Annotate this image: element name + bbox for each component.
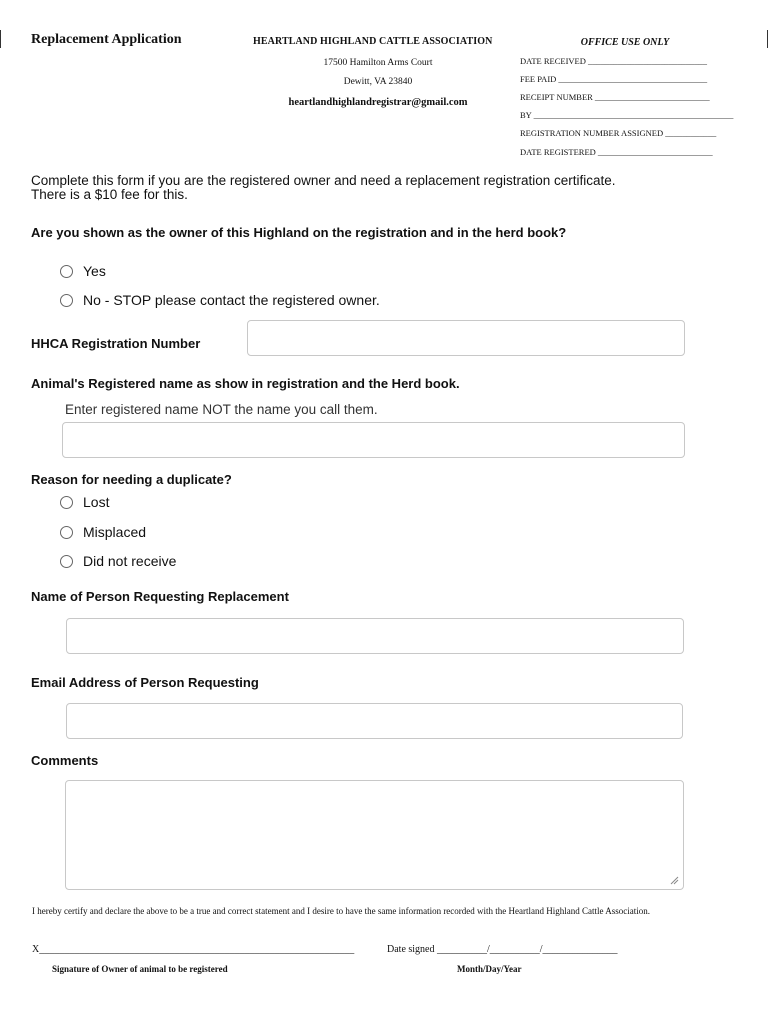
address-line-2: Dewitt, VA 23840 — [343, 77, 413, 87]
comments-label: Comments — [31, 753, 99, 768]
date-signed-line: Date signed __________/__________/_______________ — [387, 944, 618, 955]
reason-option-did-not-receive[interactable] — [60, 553, 176, 569]
office-use-title: OFFICE USE ONLY — [580, 37, 670, 48]
requester-name-input[interactable] — [66, 618, 684, 654]
radio-no[interactable] — [60, 294, 73, 307]
requester-email-input[interactable] — [66, 703, 683, 739]
signature-caption: Signature of Owner of animal to be registered — [52, 964, 228, 974]
comments-textarea[interactable] — [65, 780, 684, 890]
organization-name: HEARTLAND HIGHLAND CATTLE ASSOCIATION — [253, 36, 493, 47]
reason-option-lost[interactable] — [60, 494, 109, 510]
registered-name-input[interactable] — [62, 422, 685, 458]
office-date-received: DATE RECEIVED ____________________________ — [520, 56, 707, 66]
requester-email-label: Email Address of Person Requesting — [31, 675, 259, 690]
office-fee-paid: FEE PAID ___________________________________ — [520, 74, 708, 84]
registration-number-input[interactable] — [247, 320, 685, 356]
radio-lost[interactable] — [60, 496, 73, 509]
reason-option-misplaced[interactable] — [60, 524, 146, 540]
registered-name-hint: Enter registered name NOT the name you call them. — [65, 402, 378, 417]
owner-option-no-label: No - STOP please contact the registered owner. — [83, 292, 380, 308]
office-by: BY _______________________________________________ — [520, 110, 734, 120]
owner-question-label: Are you shown as the owner of this Highland on the registration and in the herd book? — [31, 225, 567, 240]
reason-option-lost-label: Lost — [83, 494, 110, 510]
office-date-registered: DATE REGISTERED ___________________________ — [520, 147, 713, 157]
registrar-email: heartlandhighlandregistrar@gmail.com — [288, 97, 468, 108]
office-receipt-number: RECEIPT NUMBER ___________________________ — [520, 92, 710, 102]
certification-statement: I hereby certify and declare the above to be a true and correct statement and I desire to have the same information recorded with the Heartland Highland Cattle Association. — [32, 906, 651, 916]
registered-name-label: Animal's Registered name as show in registration and the Herd book. — [31, 376, 460, 391]
intro-line-2: There is a $10 fee for this. — [31, 187, 188, 202]
form-title: Replacement Application — [31, 32, 182, 47]
page-edge-left — [0, 30, 1, 48]
reason-option-misplaced-label: Misplaced — [83, 524, 147, 540]
date-caption: Month/Day/Year — [457, 964, 522, 974]
resize-grip-icon[interactable] — [669, 875, 679, 885]
owner-option-no[interactable] — [60, 292, 380, 308]
office-registration-number-assigned: REGISTRATION NUMBER ASSIGNED ____________ — [520, 128, 717, 138]
page-edge-right — [767, 30, 768, 48]
registration-number-label: HHCA Registration Number — [31, 336, 201, 351]
owner-option-yes-label: Yes — [83, 263, 106, 279]
reason-option-did-not-receive-label: Did not receive — [83, 553, 177, 569]
address-line-1: 17500 Hamilton Arms Court — [323, 58, 433, 68]
intro-line-1: Complete this form if you are the registered owner and need a replacement registration certificate. — [31, 173, 616, 188]
radio-did-not-receive[interactable] — [60, 555, 73, 568]
intro-text — [31, 174, 616, 202]
radio-misplaced[interactable] — [60, 526, 73, 539]
reason-label: Reason for needing a duplicate? — [31, 472, 232, 487]
signature-line: X_______________________________________________________________ — [32, 944, 355, 955]
owner-option-yes[interactable] — [60, 263, 106, 279]
radio-yes[interactable] — [60, 265, 73, 278]
requester-name-label: Name of Person Requesting Replacement — [31, 589, 289, 604]
